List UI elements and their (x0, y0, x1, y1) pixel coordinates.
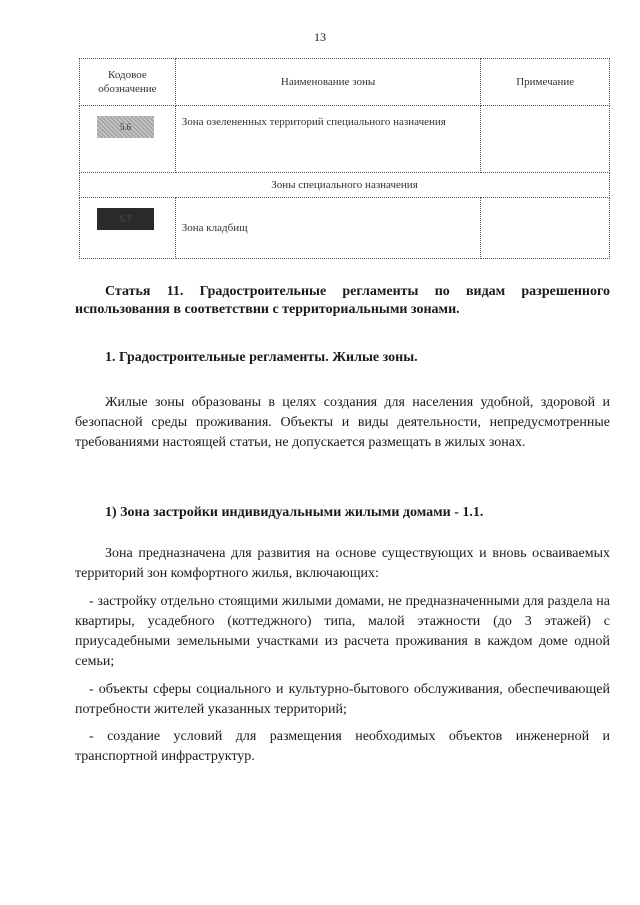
header-note: Примечание (481, 59, 610, 106)
page-number: 13 (314, 30, 326, 44)
zones-table (79, 58, 610, 259)
zone-name-cell: Зона озелененных территорий специального назначения (175, 106, 481, 173)
section-title: 1. Градостроительные регламенты. Жилые зоны. (105, 350, 418, 365)
table-row (80, 198, 610, 259)
section-intro: Жилые зоны образованы в целях создания для населения удобной, здоровой и безопасной среды проживания. Объекты и виды деятельности, непредусмотренные требованиями настоящей статьи, не допускается размещать в жилых зонах. (75, 395, 610, 450)
list-item: - объекты сферы социального и культурно-бытового обслуживания, обеспечивающей потребности жителей указанных территорий; (75, 682, 610, 717)
zone-name-cell: Зона кладбищ (175, 198, 481, 259)
article-title: Статья 11. Градостроительные регламенты по видам разрешенного использования в соответствии с территориальными зонами. (75, 284, 610, 317)
subsection-title: 1) Зона застройки индивидуальными жилыми домами - 1.1. (105, 505, 484, 520)
header-name: Наименование зоны (175, 59, 481, 106)
table-group-row (80, 173, 610, 198)
zone-code-cell (80, 198, 176, 259)
table-row (80, 106, 610, 173)
list-item: - создание условий для размещения необходимых объектов инженерной и транспортной инфраструктур. (75, 729, 610, 764)
zone-swatch-light: 5.6 (97, 116, 154, 138)
zone-swatch-dark: 5.7 (97, 208, 154, 230)
zone-note-cell (481, 198, 610, 259)
list-item: - застройку отдельно стоящими жилыми домами, не предназначенными для раздела на квартиры, усадебного (коттеджного) типа, малой этажности (до 3 этажей) с приусадебными земельными участками из расчета проживания в каждом доме одной семьи; (75, 594, 610, 669)
group-title: Зоны специального назначения (80, 173, 610, 198)
zone-note-cell (481, 106, 610, 173)
zone-code-cell (80, 106, 176, 173)
header-code: Кодовое обозначение (80, 59, 176, 106)
table-header-row (80, 59, 610, 106)
subsection-intro: Зона предназначена для развития на основе существующих и вновь осваиваемых территорий зон комфортного жилья, включающих: (75, 546, 610, 581)
